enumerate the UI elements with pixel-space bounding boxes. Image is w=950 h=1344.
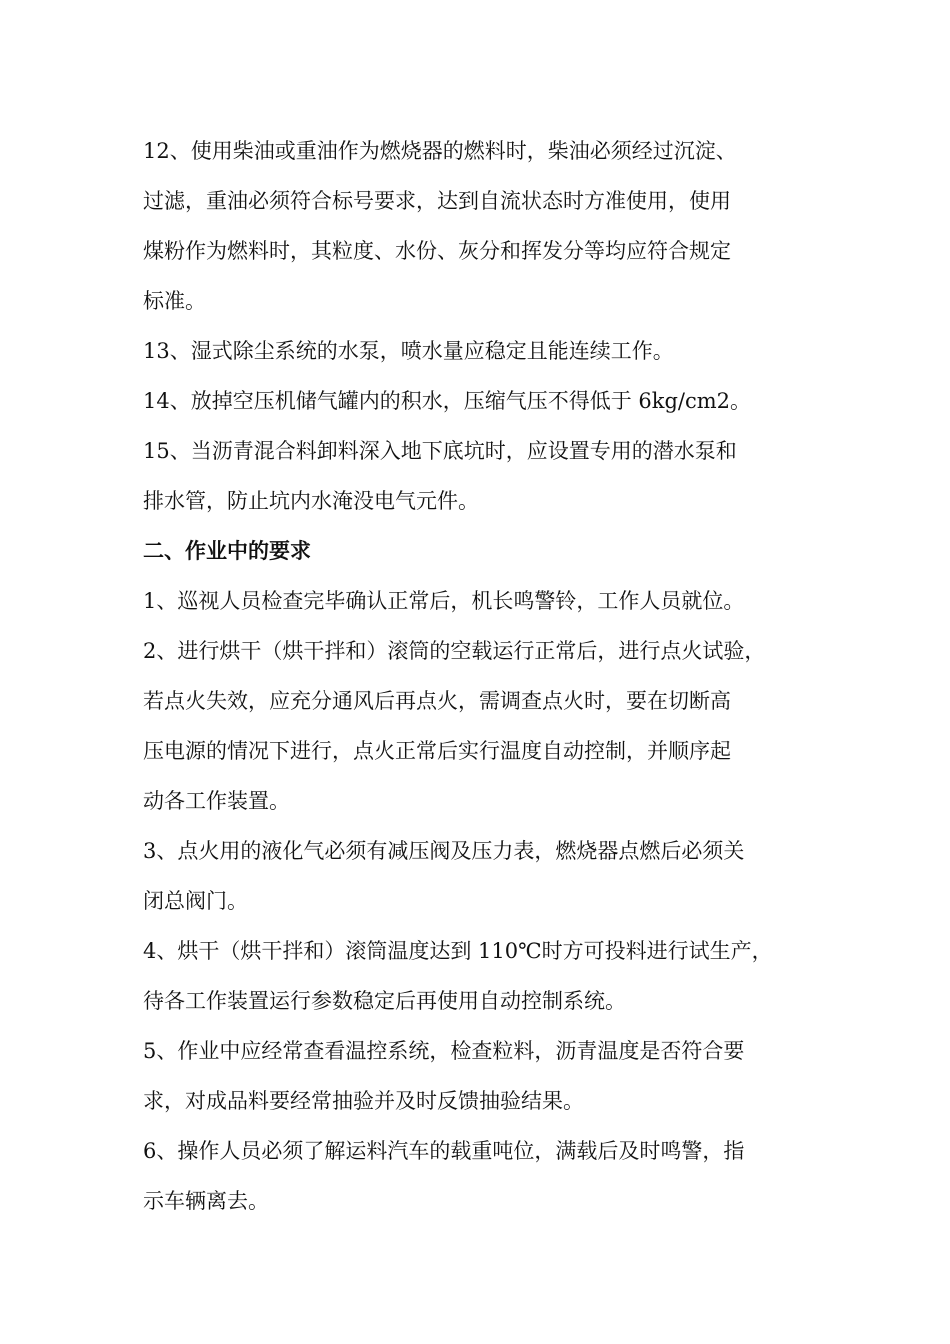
text-line: 求，对成品料要经常抽验并及时反馈抽验结果。 bbox=[143, 1089, 584, 1113]
text-line: 待各工作装置运行参数稳定后再使用自动控制系统。 bbox=[143, 989, 626, 1013]
text-line: 压电源的情况下进行，点火正常后实行温度自动控制，并顺序起 bbox=[143, 739, 731, 763]
text-line: 3、点火用的液化气必须有减压阀及压力表，燃烧器点燃后必须关 bbox=[143, 839, 745, 863]
text-line: 排水管，防止坑内水淹没电气元件。 bbox=[143, 489, 479, 513]
text-line: 若点火失效，应充分通风后再点火，需调查点火时，要在切断高 bbox=[143, 689, 731, 713]
text-line: 13、湿式除尘系统的水泵，喷水量应稳定且能连续工作。 bbox=[143, 339, 674, 363]
text-line: 2、进行烘干（烘干拌和）滚筒的空载运行正常后，进行点火试验， bbox=[143, 639, 766, 663]
text-line: 15、当沥青混合料卸料深入地下底坑时，应设置专用的潜水泵和 bbox=[143, 439, 737, 463]
section-heading: 二、作业中的要求 bbox=[143, 539, 311, 563]
text-line: 6、操作人员必须了解运料汽车的载重吨位，满载后及时鸣警，指 bbox=[143, 1139, 745, 1163]
text-line: 过滤，重油必须符合标号要求，达到自流状态时方准使用，使用 bbox=[143, 189, 731, 213]
text-line: 标准。 bbox=[143, 289, 206, 313]
text-line: 1、巡视人员检查完毕确认正常后，机长鸣警铃，工作人员就位。 bbox=[143, 589, 745, 613]
document-body bbox=[143, 126, 823, 1226]
text-line: 14、放掉空压机储气罐内的积水，压缩气压不得低于 6kg/cm2。 bbox=[143, 389, 752, 413]
text-line: 12、使用柴油或重油作为燃烧器的燃料时，柴油必须经过沉淀、 bbox=[143, 139, 737, 163]
text-line: 4、烘干（烘干拌和）滚筒温度达到 110℃时方可投料进行试生产， bbox=[143, 939, 773, 963]
text-line: 动各工作装置。 bbox=[143, 789, 290, 813]
text-line: 5、作业中应经常查看温控系统，检查粒料，沥青温度是否符合要 bbox=[143, 1039, 745, 1063]
text-line: 示车辆离去。 bbox=[143, 1189, 269, 1213]
text-line: 煤粉作为燃料时，其粒度、水份、灰分和挥发分等均应符合规定 bbox=[143, 239, 731, 263]
text-line: 闭总阀门。 bbox=[143, 889, 248, 913]
